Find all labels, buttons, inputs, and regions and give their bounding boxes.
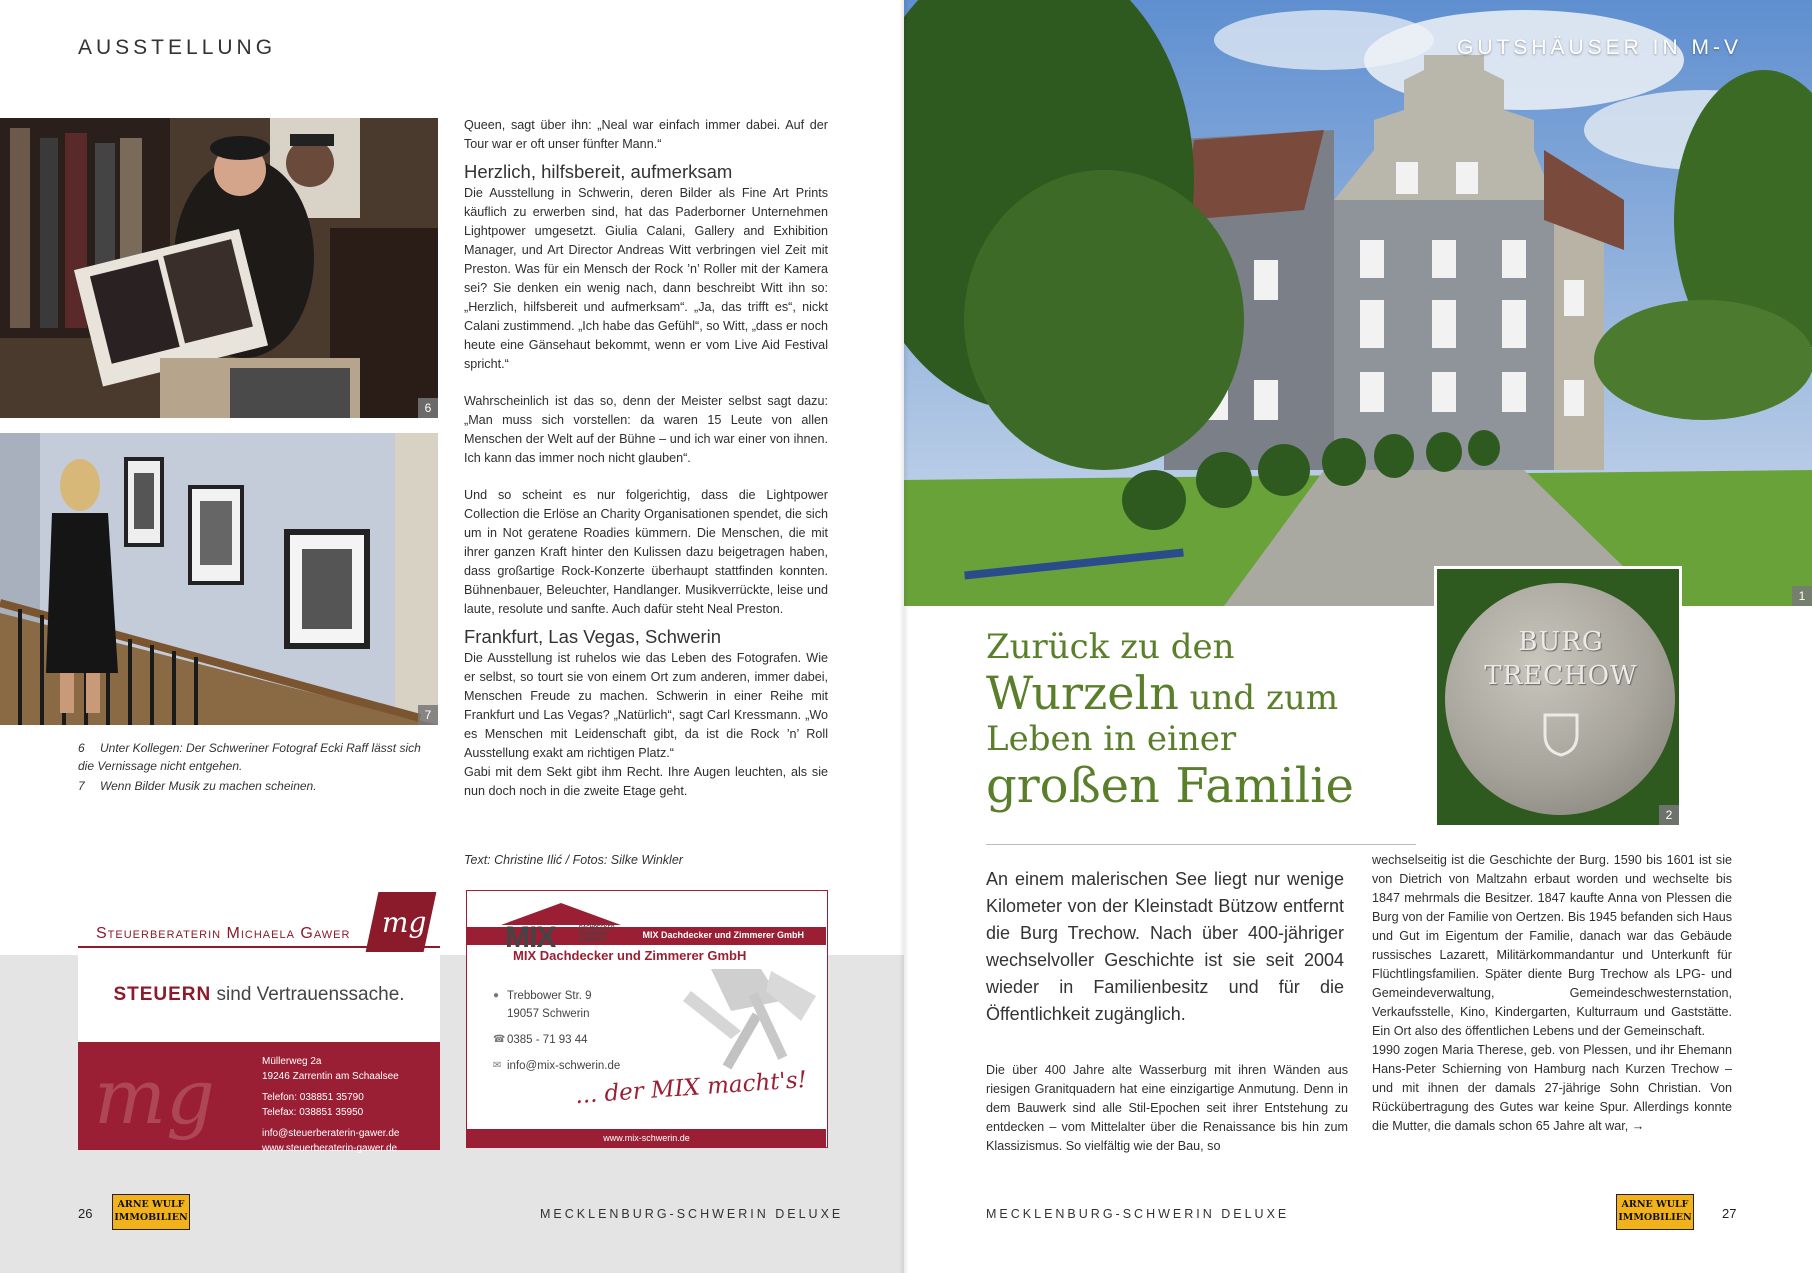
subheading: Herzlich, hilfsbereit, aufmerksam <box>464 161 733 182</box>
paragraph: Die über 400 Jahre alte Wasserburg mit ihren Wänden aus riesigen Granitquadern hat eine einzigartige Anmutung. Denn in dem Bauwerk sind alle Stil-Epochen seit ihrer Entstehung zu entdecken – vom Mittelalter über die Renaissance bis hin zum Klassizismus. So vielfältig wie der Bau, so <box>986 1063 1348 1153</box>
mix-street: Trebbower Str. 9 <box>507 990 592 1002</box>
paragraph: Gabi mit dem Sekt gibt ihm Recht. Ihre Augen leuchten, als sie nun doch noch in die zweite Etage geht. <box>464 765 828 798</box>
tax-website[interactable]: www.steuerberaterin-gawer.de <box>262 1143 398 1154</box>
mix-website[interactable]: www.mix-schwerin.de <box>467 1129 826 1147</box>
tax-phone: Telefon: 038851 35790 <box>262 1092 364 1103</box>
paragraph: 1990 zogen Maria Therese, geb. von Plessen, und ihr Ehemann Hans-Peter Schierning von Hamburg nach Kurzen Trechow – und mit ihnen der damals 27-jährige Sohn Christian. Von Rückübertragung des Gutes war keine Spur. Allerdings konnte die Mutter, die damals schon 65 Jahre alt war, → <box>1372 1043 1732 1133</box>
headline-line: Leben in einer <box>986 718 1237 759</box>
tax-contact-block <box>262 1054 399 1156</box>
tax-contact-panel <box>78 1042 440 1154</box>
paragraph: Wahrscheinlich ist das so, denn der Meister selbst sagt dazu: „Man muss sich vorstellen: da waren 15 Leute von allen Menschen der Welt auf der Bühne – und ich war einer von ihnen. Ich kann das immer noch nicht glauben“. <box>464 394 828 465</box>
photo-number: 2 <box>1659 805 1679 825</box>
paragraph: wechselseitig ist die Geschichte der Burg. 1590 bis 1601 ist sie von Dietrich von Maltzahn erbaut worden und wechselte bis 1847 mehrmals die Besitzer. 1847 kaufte Anna von Plessen die Burg von der Familie von Oertzen. Bis 1945 befanden sich Haus und Gut im Eigentum der Familie, danach war das Gebäude russisches Lazarett, Militärkommandantur und Unterkunft für Flüchtlingsfamilien. Später diente Burg Trechow als LPG- und Gemeindeverwaltung, Gemeindeschwesternstation, Verkaufsstelle, Kino, Kindergarten, Kulturraum und Gaststätte. Ein Ort also des öffentlichen Lebens und der Gemeinschaft. <box>1372 853 1732 1038</box>
mix-logo-subtitle: DACHDECKER KLEMPNER ZIMMERER <box>579 925 615 943</box>
tax-logo-mark <box>366 892 437 952</box>
stone-inscription: BURG <box>1518 627 1604 657</box>
caption-text: Wenn Bilder Musik zu machen scheinen. <box>100 779 317 793</box>
paragraph: Die Ausstellung in Schwerin, deren Bilder als Fine Art Prints käuflich zu erwerben sind, hat das Paderborner Unternehmen Lightpower umgesetzt. Giulia Calani, Gallery and Exhibition Manager, und Art Director Andreas Witt verbringen viel Zeit mit Preston. Was für ein Mensch der Rock ’n’ Roller mit der Kamera sei? Sie denken ein wenig nach, dann beschreibt Witt ihn so: „Herzlich, hilfsbereit und aufmerksam“. „Ja, das trifft es“, nickt Calani zustimmend. „Ich habe das Gefühl“, so Witt, „dass er noch heute eine Gänsehaut bekommt, wenn er vom Live Aid Festival spricht.“ <box>464 186 828 371</box>
mix-phone: 0385 - 71 93 44 <box>507 1034 588 1046</box>
footer-magazine-title: MECKLENBURG-SCHWERIN DELUXE <box>986 1207 1290 1221</box>
advertisement-tax-advisor[interactable] <box>78 892 440 1154</box>
article-headline <box>986 628 1426 814</box>
left-page <box>0 0 904 1273</box>
paragraph: Und so scheint es nur folgerichtig, dass die Lightpower Collection die Erlöse an Charity Organisationen spendet, die sich um in Not geratene Roadies kümmern. Die Menschen, die mit ihrer ganzen Kraft hinter den Kulissen dazu beigetragen haben, dass großartige Rock-Konzerte überhaupt stattfinden konnten. Bühnenbauer, Beleuchter, Handlanger. Musikverrückte, leise und laute, resolute und sanfte. Auch dafür steht Neal Preston. <box>464 488 828 616</box>
photo7-illustration <box>0 433 438 725</box>
tax-city: 19246 Zarrentin am Schaalsee <box>262 1071 399 1082</box>
tax-watermark: mg <box>94 1052 215 1141</box>
right-page <box>904 0 1812 1273</box>
millstone <box>1445 583 1675 815</box>
article-column-2 <box>1372 851 1732 1136</box>
photo-burg-trechow <box>904 0 1812 606</box>
headline-line: Zurück zu den <box>986 627 1235 667</box>
headline-emphasis: großen Familie <box>986 758 1354 815</box>
hero-illustration <box>904 0 1812 606</box>
mix-band-text: MIX Dachdecker und Zimmerer GmbH <box>642 930 804 940</box>
mix-city: 19057 Schwerin <box>507 1008 590 1020</box>
divider <box>78 946 440 948</box>
crest-icon <box>1541 711 1581 757</box>
photo-number: 1 <box>1792 586 1812 606</box>
location-pin-icon: ● <box>493 990 500 1001</box>
caption-photo-6 <box>78 739 438 775</box>
section-heading: AUSSTELLUNG <box>78 36 277 59</box>
photo-number: 6 <box>418 398 438 418</box>
tagline-rest: sind Vertrauenssache. <box>211 984 405 1005</box>
caption-number: 7 <box>78 779 85 793</box>
tax-email[interactable]: info@steuerberaterin-gawer.de <box>262 1128 400 1139</box>
page-gutter <box>899 0 909 1273</box>
sponsor-badge <box>1616 1194 1694 1230</box>
caption-photo-7 <box>78 777 438 795</box>
paragraph: Queen, sagt über ihn: „Neal war einfach immer dabei. Auf der Tour war er oft unser fünfter Mann.“ <box>464 118 828 151</box>
phone-icon: ☎ <box>493 1034 506 1045</box>
subheading: Frankfurt, Las Vegas, Schwerin <box>464 626 722 647</box>
stone-inscription: TRECHOW <box>1484 661 1638 691</box>
badge-line: IMMOBILIEN <box>1618 1212 1692 1223</box>
page-number: 26 <box>78 1206 93 1221</box>
mix-slogan: ... der MIX macht's! <box>574 1066 808 1110</box>
mix-email[interactable]: info@mix-schwerin.de <box>507 1060 621 1072</box>
badge-line: ARNE WULF <box>1621 1199 1689 1210</box>
tax-street: Müllerweg 2a <box>262 1056 322 1067</box>
author-credit: Text: Christine Ilić / Fotos: Silke Winkler <box>464 853 683 867</box>
mix-company-name: MIX Dachdecker und Zimmerer GmbH <box>513 948 747 963</box>
tax-tagline <box>78 984 440 1006</box>
badge-line: ARNE WULF <box>117 1199 185 1210</box>
photo-number: 7 <box>418 705 438 725</box>
article-column-left <box>464 116 828 801</box>
divider <box>986 844 1416 845</box>
badge-line: IMMOBILIEN <box>114 1212 188 1223</box>
article-column-1 <box>986 1061 1348 1156</box>
headline-line: und zum <box>1178 678 1339 719</box>
tax-logo-text: mg <box>381 906 427 939</box>
photo-millstone-sign <box>1434 566 1682 828</box>
headline-emphasis: Wurzeln <box>986 666 1179 721</box>
photo-exhibition-stairs <box>0 433 438 725</box>
section-heading: GUTSHÄUSER IN M-V <box>1456 36 1742 59</box>
mail-icon: ✉ <box>493 1060 502 1071</box>
footer-magazine-title: MECKLENBURG-SCHWERIN DELUXE <box>540 1207 844 1221</box>
tax-advisor-name: Steuerberaterin Michaela Gawer <box>96 925 351 942</box>
article-lead: An einem malerischen See liegt nur wenige Kilometer von der Kleinstadt Bützow entfernt die Burg Trechow. Nach über 400-jähriger wechselvoller Geschichte ist sie seit 2004 wieder in Familienbesitz und für die Öffentlichkeit zugänglich. <box>986 869 1344 1024</box>
sponsor-badge <box>112 1194 190 1230</box>
tax-fax: Telefax: 038851 35950 <box>262 1107 364 1118</box>
caption-number: 6 <box>78 741 85 755</box>
caption-text: Unter Kollegen: Der Schweriner Fotograf Ecki Raff lässt sich die Vernissage nicht entgehen. <box>78 741 421 773</box>
mix-contact-block <box>493 987 620 1075</box>
advertisement-mix-roofing[interactable] <box>466 890 828 1148</box>
tagline-bold: STEUERN <box>113 984 212 1005</box>
mix-logo: MIX <box>505 921 556 954</box>
page-number: 27 <box>1722 1206 1737 1221</box>
photo6-illustration <box>0 118 438 418</box>
paragraph: Die Ausstellung ist ruhelos wie das Leben des Fotografen. Wie er selbst, so tourt sie von einem Ort zum anderen, immer dabei, Menschen Freude zu machen. Schwerin in einer Reihe mit Frankfurt und Las Vegas? „Natürlich“, sagt Carl Kressmann. „Wo es Menschen mit Leidenschaft gibt, da ist die Rock ’n’ Roll Ausstellung exakt am richtigen Platz.“ <box>464 651 828 760</box>
photo-photographer-with-book <box>0 118 438 418</box>
hammer-and-trowel-icon <box>671 961 821 1071</box>
